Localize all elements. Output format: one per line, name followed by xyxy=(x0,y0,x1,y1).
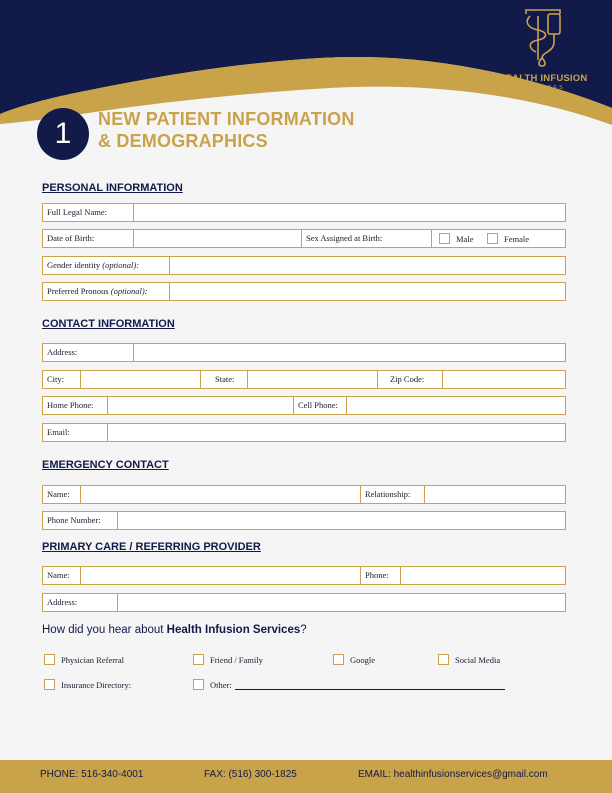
state-label: State: xyxy=(200,371,247,388)
pronouns-label xyxy=(43,283,169,300)
male-option[interactable] xyxy=(439,233,473,244)
option-social[interactable] xyxy=(438,654,500,665)
city-state-zip-row xyxy=(42,370,566,389)
provider-phone-field[interactable] xyxy=(400,567,565,584)
email-row xyxy=(42,423,566,442)
option-friend[interactable] xyxy=(193,654,263,665)
option-other[interactable] xyxy=(193,679,505,690)
social-label: Social Media xyxy=(455,654,501,665)
pronouns-label-text: Preferred Pronous xyxy=(47,286,109,296)
footer-phone: PHONE: 516-340-4001 xyxy=(40,769,144,780)
emergency-name-field[interactable] xyxy=(80,486,360,503)
footer-email: EMAIL: healthinfusionservices@gmail.com xyxy=(358,769,548,780)
full-name-label: Full Legal Name: xyxy=(47,207,107,217)
emergency-phone-row xyxy=(42,511,566,530)
male-checkbox[interactable] xyxy=(439,233,450,244)
female-checkbox[interactable] xyxy=(487,233,498,244)
zip-field[interactable] xyxy=(442,371,565,388)
provider-heading: PRIMARY CARE / REFERRING PROVIDER xyxy=(42,541,261,553)
contact-info-heading: CONTACT INFORMATION xyxy=(42,318,175,330)
referral-question-post: ? xyxy=(300,624,307,636)
option-insurance[interactable] xyxy=(44,679,131,690)
gender-optional: (optional): xyxy=(102,260,140,270)
physician-checkbox[interactable] xyxy=(44,654,55,665)
logo-name: HEALTH INFUSION xyxy=(498,73,588,84)
physician-label: Physician Referral xyxy=(61,654,125,665)
other-field[interactable] xyxy=(235,680,505,690)
state-field[interactable] xyxy=(247,371,377,388)
pronouns-optional: (optional): xyxy=(110,286,148,296)
dob-label: Date of Birth: xyxy=(47,233,95,243)
address-row xyxy=(42,343,566,362)
emergency-phone-label: Phone Number: xyxy=(47,515,101,525)
dob-field[interactable] xyxy=(133,230,301,247)
provider-name-row xyxy=(42,566,566,585)
email-field[interactable] xyxy=(107,424,565,441)
dob-sex-row xyxy=(42,229,566,248)
relationship-field[interactable] xyxy=(424,486,565,503)
provider-address-row xyxy=(42,593,566,612)
cell-phone-label: Cell Phone: xyxy=(293,397,346,414)
title-line-2: & DEMOGRAPHICS xyxy=(98,131,268,151)
gender-label-text: Gender identity xyxy=(47,260,101,270)
other-label: Other: xyxy=(210,679,232,690)
insurance-checkbox[interactable] xyxy=(44,679,55,690)
emergency-name-label: Name: xyxy=(47,489,70,499)
company-logo xyxy=(488,8,598,91)
home-phone-label: Home Phone: xyxy=(47,400,94,410)
insurance-label: Insurance Directory: xyxy=(61,679,132,690)
friend-label: Friend / Family xyxy=(210,654,263,665)
city-label: City: xyxy=(47,374,65,384)
address-field[interactable] xyxy=(133,344,565,361)
sex-label: Sex Assigned at Birth: xyxy=(301,230,431,247)
full-name-field[interactable] xyxy=(133,204,565,221)
social-checkbox[interactable] xyxy=(438,654,449,665)
section-number-badge: 1 xyxy=(37,108,89,160)
male-label: Male xyxy=(456,233,474,244)
personal-info-heading: PERSONAL INFORMATION xyxy=(42,182,183,194)
page-title xyxy=(98,108,355,152)
provider-address-field[interactable] xyxy=(117,594,565,611)
referral-question xyxy=(42,624,307,636)
google-checkbox[interactable] xyxy=(333,654,344,665)
home-phone-field[interactable] xyxy=(107,397,293,414)
provider-phone-label: Phone: xyxy=(360,567,400,584)
google-label: Google xyxy=(350,654,376,665)
emergency-name-row xyxy=(42,485,566,504)
zip-label: Zip Code: xyxy=(377,371,442,388)
full-name-row xyxy=(42,203,566,222)
female-label: Female xyxy=(504,233,530,244)
female-option[interactable] xyxy=(487,233,529,244)
other-checkbox[interactable] xyxy=(193,679,204,690)
pronouns-row xyxy=(42,282,566,301)
friend-checkbox[interactable] xyxy=(193,654,204,665)
referral-question-brand: Health Infusion Services xyxy=(166,624,301,636)
relationship-label: Relationship: xyxy=(360,486,424,503)
provider-name-field[interactable] xyxy=(80,567,360,584)
footer-fax: FAX: (516) 300-1825 xyxy=(204,769,297,780)
emergency-contact-heading: EMERGENCY CONTACT xyxy=(42,459,169,471)
title-line-1: NEW PATIENT INFORMATION xyxy=(98,109,355,129)
provider-address-label: Address: xyxy=(47,597,78,607)
pronouns-field[interactable] xyxy=(169,283,565,300)
gender-row xyxy=(42,256,566,275)
sex-options xyxy=(431,230,565,247)
email-label: Email: xyxy=(47,427,70,437)
cell-phone-field[interactable] xyxy=(346,397,565,414)
emergency-phone-field[interactable] xyxy=(117,512,565,529)
address-label: Address: xyxy=(47,347,78,357)
referral-question-pre: How did you hear about xyxy=(42,624,167,636)
option-google[interactable] xyxy=(333,654,375,665)
logo-subtitle: SERVICES xyxy=(521,85,565,91)
option-physician[interactable] xyxy=(44,654,124,665)
gender-label xyxy=(43,257,169,274)
gender-field[interactable] xyxy=(169,257,565,274)
iv-drip-icon xyxy=(520,8,566,68)
city-field[interactable] xyxy=(80,371,200,388)
provider-name-label: Name: xyxy=(47,570,70,580)
phone-row xyxy=(42,396,566,415)
